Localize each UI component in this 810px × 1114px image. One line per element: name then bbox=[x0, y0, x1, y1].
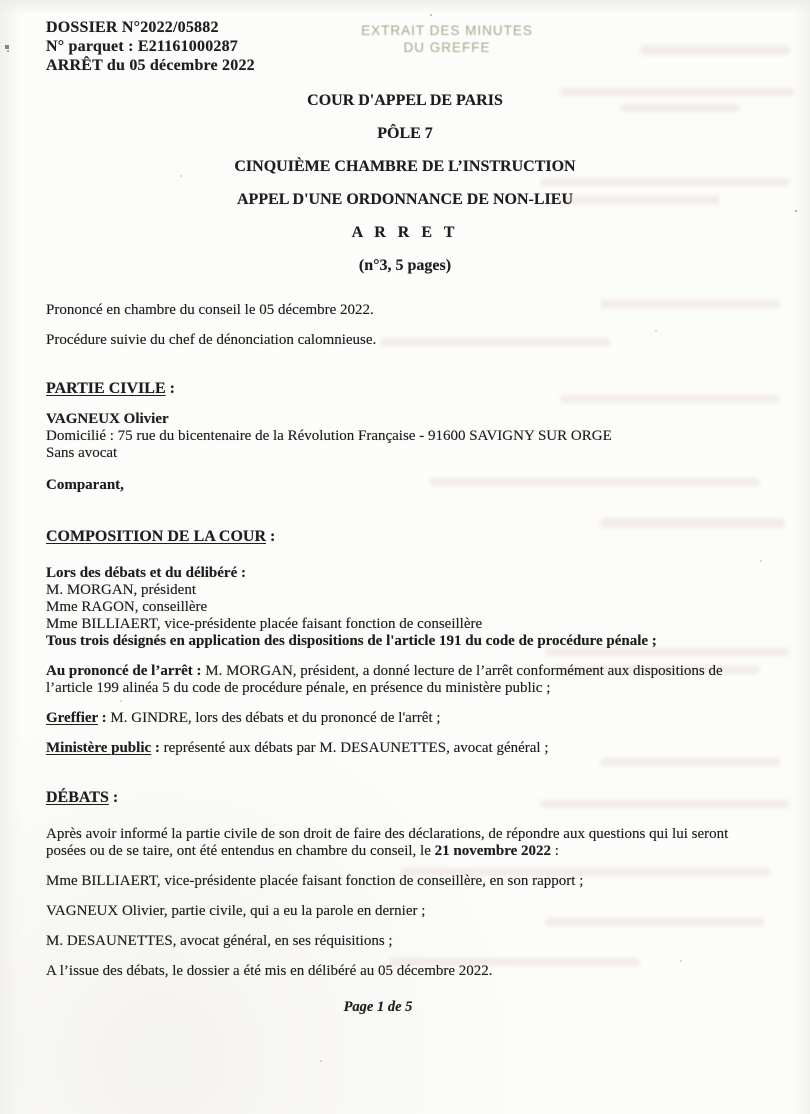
debats-heading bbox=[46, 788, 764, 807]
deliberation-block bbox=[46, 565, 764, 650]
appearance-note: Comparant, bbox=[46, 477, 124, 493]
case-header bbox=[46, 18, 764, 75]
arret-date: ARRÊT du 05 décembre 2022 bbox=[46, 57, 255, 74]
hearing-date: 21 novembre 2022 bbox=[434, 843, 552, 859]
heading-colon: : bbox=[266, 528, 276, 545]
ministere-public-line bbox=[46, 740, 764, 757]
pages-note: (n°3, 5 pages) bbox=[358, 257, 452, 274]
civil-party-counsel: Sans avocat bbox=[46, 445, 118, 461]
ministere-text: représenté aux débats par M. DESAUNETTES, avocat général ; bbox=[159, 740, 549, 756]
greffier-colon: : bbox=[97, 710, 107, 726]
debate-entry: A l’issue des débats, le dossier a été mis en délibéré au 05 décembre 2022. bbox=[46, 963, 493, 979]
deliberation-label: Lors des débats et du délibéré : bbox=[46, 565, 246, 581]
partie-civile-heading bbox=[46, 379, 764, 398]
greffier-text: M. GINDRE, lors des débats et du prononcé de l'arrêt ; bbox=[106, 710, 441, 726]
designation-note: Tous trois désignés en application des dispositions de l'article 191 du code de procédure pénale ; bbox=[46, 633, 657, 649]
dossier-number: DOSSIER N°2022/05882 bbox=[46, 19, 219, 36]
civil-party-block bbox=[46, 411, 764, 462]
pronounced-line: Prononcé en chambre du conseil le 05 décembre 2022. bbox=[46, 302, 374, 318]
greffier-line bbox=[46, 710, 764, 727]
title-block bbox=[46, 91, 764, 276]
partie-civile-heading-text: PARTIE CIVILE bbox=[46, 380, 166, 397]
debats-intro-before: Après avoir informé la partie civile de son droit de faire des déclarations, de répondre aux questions qui lui seront posées ou de se taire, ont été entendus en chambre du conseil, le bbox=[46, 826, 729, 859]
heading-colon: : bbox=[165, 380, 175, 397]
debats-intro bbox=[46, 826, 764, 860]
composition-heading bbox=[46, 527, 764, 546]
composition-heading-text: COMPOSITION DE LA COUR bbox=[46, 528, 267, 545]
heading-colon: : bbox=[108, 789, 119, 806]
court-member: Mme RAGON, conseillère bbox=[46, 599, 208, 615]
pole-title: PÔLE 7 bbox=[377, 125, 433, 142]
court-title: COUR D'APPEL DE PARIS bbox=[307, 92, 503, 109]
appeal-type-title: APPEL D'UNE ORDONNANCE DE NON-LIEU bbox=[236, 191, 574, 208]
debate-entry: VAGNEUX Olivier, partie civile, qui a eu la parole en dernier ; bbox=[46, 903, 426, 919]
greffe-stamp-line2: DU GREFFE bbox=[403, 40, 491, 55]
chamber-title: CINQUIÈME CHAMBRE DE L’INSTRUCTION bbox=[234, 158, 576, 175]
greffe-stamp-line1: EXTRAIT DES MINUTES bbox=[361, 23, 533, 38]
pronouncement-paragraph bbox=[46, 663, 764, 697]
parquet-number: N° parquet : E21161000287 bbox=[46, 38, 239, 55]
procedure-line: Procédure suivie du chef de dénonciation calomnieuse. bbox=[46, 332, 377, 348]
page-footer: Page 1 de 5 bbox=[343, 999, 413, 1015]
ministere-colon: : bbox=[151, 740, 160, 756]
arret-title: A R R E T bbox=[351, 224, 459, 241]
civil-party-address: Domicilié : 75 rue du bicentenaire de la Révolution Française - 91600 SAVIGNY SUR ORGE bbox=[46, 428, 612, 444]
debate-entry: Mme BILLIAERT, vice-présidente placée faisant fonction de conseillère, en son rapport ; bbox=[46, 873, 584, 889]
pronouncement-label: Au prononcé de l’arrêt : bbox=[46, 663, 202, 679]
pronouncement-text: M. MORGAN, président, a donné lecture de l’arrêt conformément aux dispositions de l’article 199 alinéa 5 du code de procédure pénale, en présence du ministère public ; bbox=[46, 663, 723, 696]
civil-party-name: VAGNEUX Olivier bbox=[46, 411, 169, 427]
debats-intro-after: : bbox=[551, 843, 559, 859]
court-member: M. MORGAN, président bbox=[46, 582, 196, 598]
ministere-public-label: Ministère public bbox=[46, 740, 152, 756]
debate-entry: M. DESAUNETTES, avocat général, en ses réquisitions ; bbox=[46, 933, 393, 949]
court-member: Mme BILLIAERT, vice-présidente placée faisant fonction de conseillère bbox=[46, 616, 483, 632]
greffier-label: Greffier bbox=[46, 710, 98, 726]
debats-heading-text: DÉBATS bbox=[46, 789, 109, 806]
